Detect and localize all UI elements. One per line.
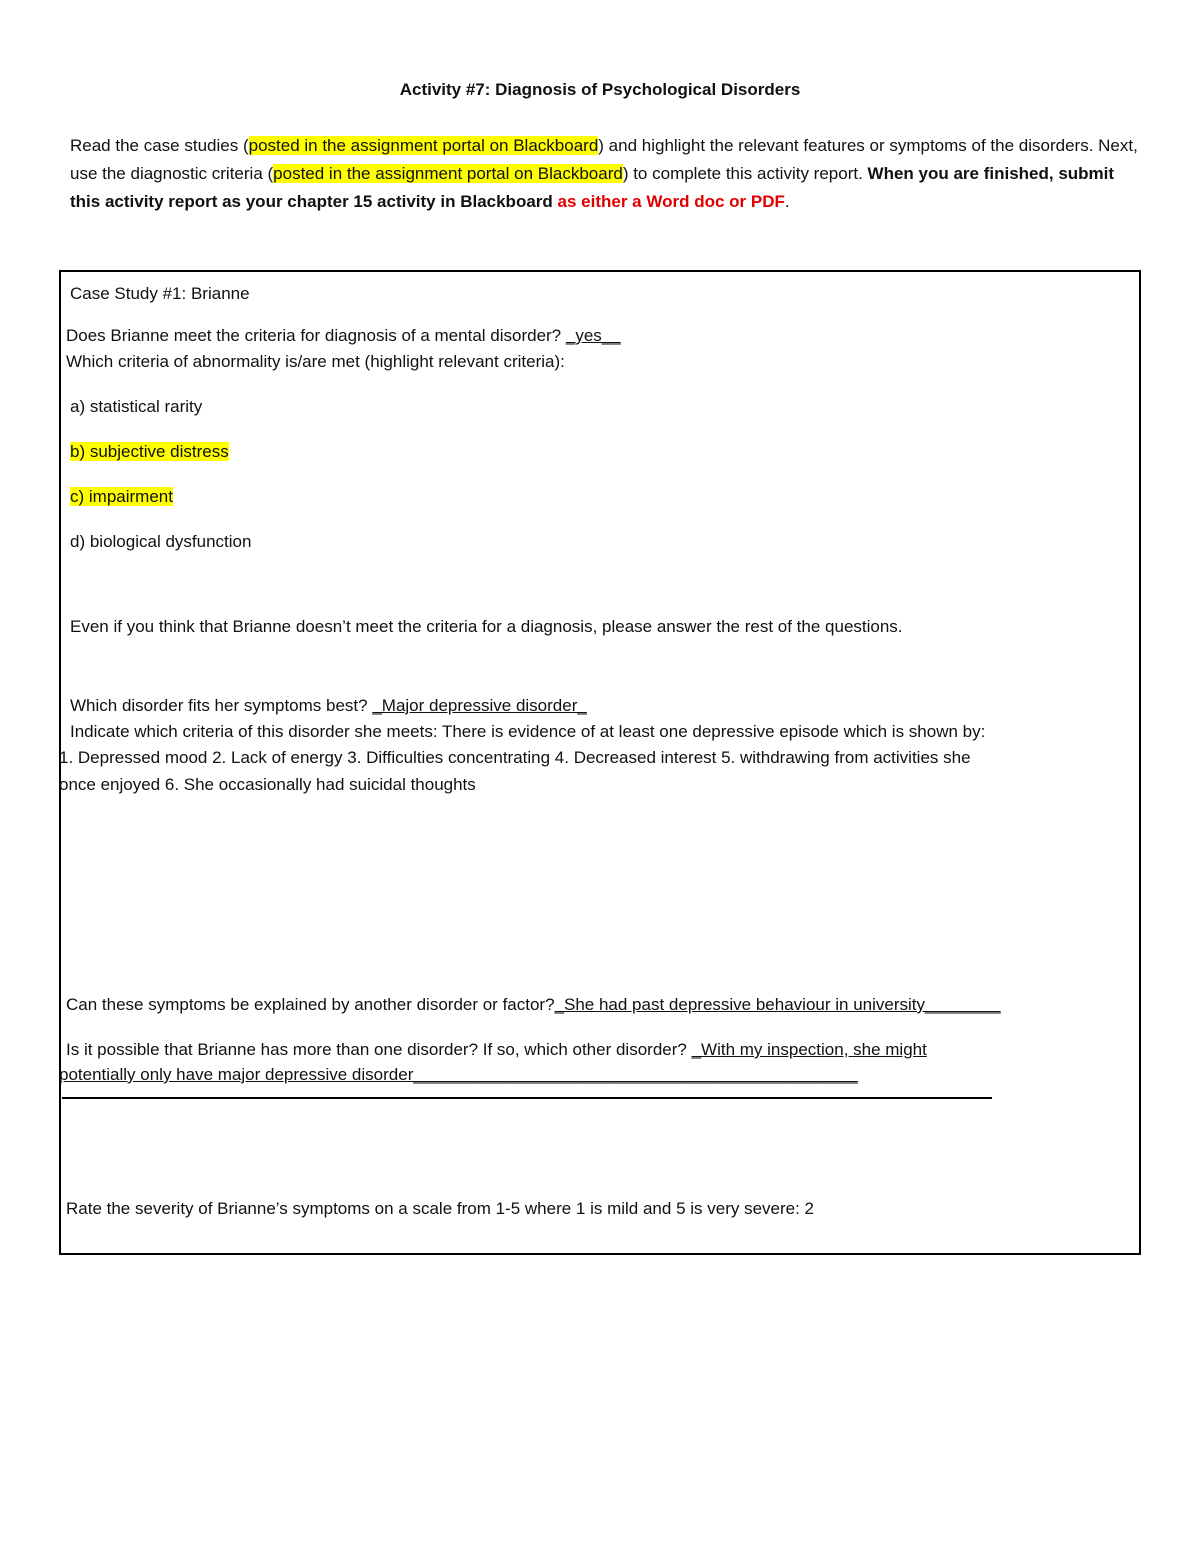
case-study-heading: Case Study #1: Brianne: [70, 284, 250, 303]
intro-text: Read the case studies (: [70, 136, 249, 155]
question-text: Which disorder fits her symptoms best?: [70, 696, 373, 715]
format-instruction: as either a Word doc or PDF: [552, 192, 785, 211]
question-other-explanation: [66, 992, 1001, 1018]
question-comorbidity: [66, 1037, 927, 1063]
instructions-paragraph: [70, 132, 1145, 216]
answer-underline: [62, 1097, 992, 1099]
question-meets-criteria: [66, 323, 621, 349]
question-text: Is it possible that Brianne has more than one disorder? If so, which other disorder?: [66, 1040, 692, 1059]
intro-end: .: [784, 192, 790, 211]
criteria-prompt: Which criteria of abnormality is/are met (highlight relevant criteria):: [66, 352, 565, 371]
question-disorder-fit: [70, 693, 587, 719]
answer-criteria-line: 1. Depressed mood 2. Lack of energy 3. Difficulties concentrating 4. Decreased interest 5. withdrawing from activities she: [59, 748, 971, 767]
answer-comorbidity[interactable]: _With my inspection, she might: [691, 1040, 927, 1059]
answer-criteria-line: once enjoyed 6. She occasionally had suicidal thoughts: [59, 775, 476, 794]
highlight-blackboard-link: posted in the assignment portal on Blackboard: [273, 164, 623, 183]
criteria-option-a: a) statistical rarity: [70, 397, 203, 416]
answer-other-explanation[interactable]: _She had past depressive behaviour in university________: [554, 995, 1001, 1014]
page-title: Activity #7: Diagnosis of Psychological Disorders: [399, 80, 801, 99]
answer-meets-criteria[interactable]: _yes__: [565, 326, 621, 345]
criteria-option-c: c) impairment: [70, 487, 173, 506]
answer-comorbidity-continued[interactable]: potentially only have major depressive disorder_______________________________________________: [59, 1065, 858, 1084]
answer-all-note: Even if you think that Brianne doesn’t meet the criteria for a diagnosis, please answer the rest of the questions.: [70, 617, 903, 636]
highlight-blackboard-link: posted in the assignment portal on Blackboard: [248, 136, 599, 155]
criteria-option-d: d) biological dysfunction: [70, 532, 252, 551]
answer-disorder-fit[interactable]: _Major depressive disorder_: [372, 696, 587, 715]
intro-text: ) and highlight the relevant features or symptoms of the disorders. Next, use the diagnostic criteria (: [70, 136, 1138, 183]
intro-text: ) to complete this activity report.: [622, 164, 868, 183]
criteria-option-b: b) subjective distress: [70, 442, 229, 461]
question-criteria-met: Indicate which criteria of this disorder she meets: There is evidence of at least one depressive episode which is shown by:: [70, 722, 986, 741]
question-text: Can these symptoms be explained by another disorder or factor?: [66, 995, 555, 1014]
question-text: Does Brianne meet the criteria for diagnosis of a mental disorder?: [66, 326, 566, 345]
question-severity: Rate the severity of Brianne’s symptoms on a scale from 1-5 where 1 is mild and 5 is very severe: 2: [66, 1199, 815, 1218]
submit-instruction: When you are finished, submit this activity report as your chapter 15 activity in Blackboard: [70, 164, 1115, 211]
